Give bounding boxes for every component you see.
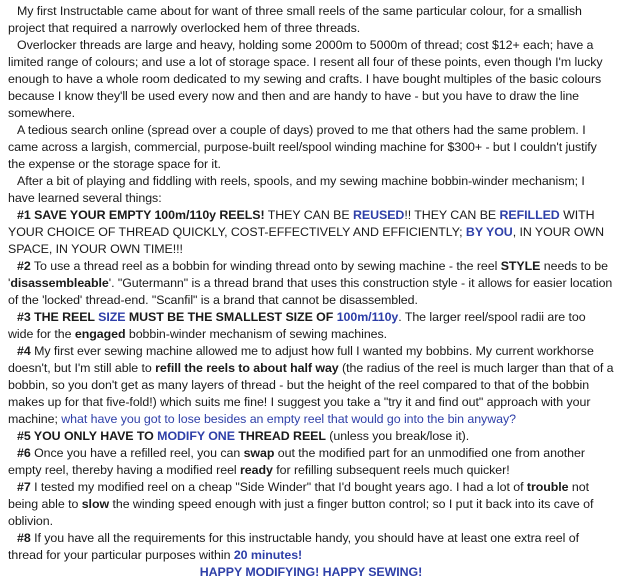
point-2-number: #2 bbox=[17, 259, 31, 273]
emphasis-by-you: BY YOU bbox=[465, 225, 513, 239]
point-7-number: #7 bbox=[17, 480, 31, 494]
emphasis-modify-one: MODIFY ONE bbox=[157, 429, 235, 443]
paragraph-search: A tedious search online (spread over a couple of days) proved to me that others had the same problem. I came across a largish, commercial, purpose-built reel/spool winding machine for $300+ - but I couldn't justify the expense or the storage space for it. bbox=[8, 123, 597, 171]
emphasis-20-minutes: 20 minutes! bbox=[233, 548, 303, 562]
paragraph-learned: After a bit of playing and fiddling with reels, spools, and my sewing machine bobbin-winder mechanism; I have learned several things: bbox=[8, 174, 585, 205]
point-5: #5 YOU ONLY HAVE TO MODIFY ONE THREAD REEL (unless you break/lose it). bbox=[17, 429, 470, 443]
emphasis-trouble: trouble bbox=[526, 480, 569, 494]
point-7: #7 I tested my modified reel on a cheap "Side Winder" that I'd bought years ago. I had a lot of trouble not being able to slow the winding speed enough with just a finger button control; so I put it back into its cave of oblivion. bbox=[8, 480, 594, 528]
point-1: #1 SAVE YOUR EMPTY 100m/110y REELS! THEY CAN BE REUSED!! THEY CAN BE REFILLED WITH YOUR CHOICE OF THREAD QUICKLY, COST-EFFECTIVELY AND EFFICIENTLY; BY YOU, IN YOUR OWN SPACE, IN YOUR OWN TIME!!! bbox=[8, 208, 605, 256]
point-3: #3 THE REEL SIZE MUST BE THE SMALLEST SIZE OF 100m/110y. The larger reel/spool radii are too wide for the engaged bobbin-winder mechanism of sewing machines. bbox=[8, 310, 586, 341]
instructable-text bbox=[8, 3, 614, 581]
paragraph-intro: My first Instructable came about for want of three small reels of the same particular colour, for a smallish project that required a narrowly overlocked hem of three threads. bbox=[8, 4, 582, 35]
emphasis-swap: swap bbox=[243, 446, 275, 460]
emphasis-refilled: REFILLED bbox=[499, 208, 560, 222]
closing-line: HAPPY MODIFYING! HAPPY SEWING! bbox=[199, 565, 423, 579]
emphasis-size: SIZE bbox=[98, 310, 126, 324]
emphasis-what-to-lose: what have you got to lose besides an empty reel that would go into the bin anyway? bbox=[61, 412, 516, 426]
emphasis-half-way: refill the reels to about half way bbox=[155, 361, 339, 375]
point-1-heading: #1 SAVE YOUR EMPTY 100m/110y REELS! bbox=[17, 208, 265, 222]
point-2: #2 To use a thread reel as a bobbin for winding thread onto by sewing machine - the reel STYLE needs to be 'disassembleable'. "Gutermann" is a thread brand that uses this construction style - it allows for easier location of the 'locked' thread-end. "Scanfil" is a brand that cannot be disassembled. bbox=[8, 259, 613, 307]
point-8: #8 If you have all the requirements for this instructable handy, you should have at least one extra reel of thread for your particular purposes within 20 minutes! bbox=[8, 531, 579, 562]
emphasis-ready: ready bbox=[240, 463, 273, 477]
point-4: #4 My first ever sewing machine allowed me to adjust how full I wanted my bobbins. My current workhorse doesn't, but I'm still able to refill the reels to about half way (the radius of the reel is much larger than that of a bobbin, so you don't get as many layers of thread - but the height of the reel compared to that of the bobbin makes up for that five-fold!) which suits me fine! I suggest you take a "try it and find out" approach with your machine; what have you got to lose besides an empty reel that would go into the bin anyway? bbox=[8, 344, 614, 426]
emphasis-engaged: engaged bbox=[74, 327, 126, 341]
point-8-number: #8 bbox=[17, 531, 31, 545]
point-6-number: #6 bbox=[17, 446, 31, 460]
emphasis-style: STYLE bbox=[500, 259, 541, 273]
point-6: #6 Once you have a refilled reel, you can swap out the modified part for an unmodified one from another empty reel, thereby having a modified reel ready for refilling subsequent reels much quicker! bbox=[8, 446, 585, 477]
emphasis-slow: slow bbox=[81, 497, 110, 511]
paragraph-overlocker: Overlocker threads are large and heavy, holding some 2000m to 5000m of thread; cost $12+ each; have a limited range of colours; and use a lot of storage space. I resent all four of these points, even though I'm lucky enough to have a whole room dedicated to my sewing and crafts. I have bought multiples of the basic colours because I know they'll be used every now and then and are handy to have - but you have to draw the line somewhere. bbox=[8, 38, 603, 120]
point-4-number: #4 bbox=[17, 344, 31, 358]
emphasis-100m-110y: 100m/110y bbox=[336, 310, 399, 324]
emphasis-reused: REUSED bbox=[352, 208, 405, 222]
emphasis-disassembleable: disassembleable bbox=[10, 276, 109, 290]
